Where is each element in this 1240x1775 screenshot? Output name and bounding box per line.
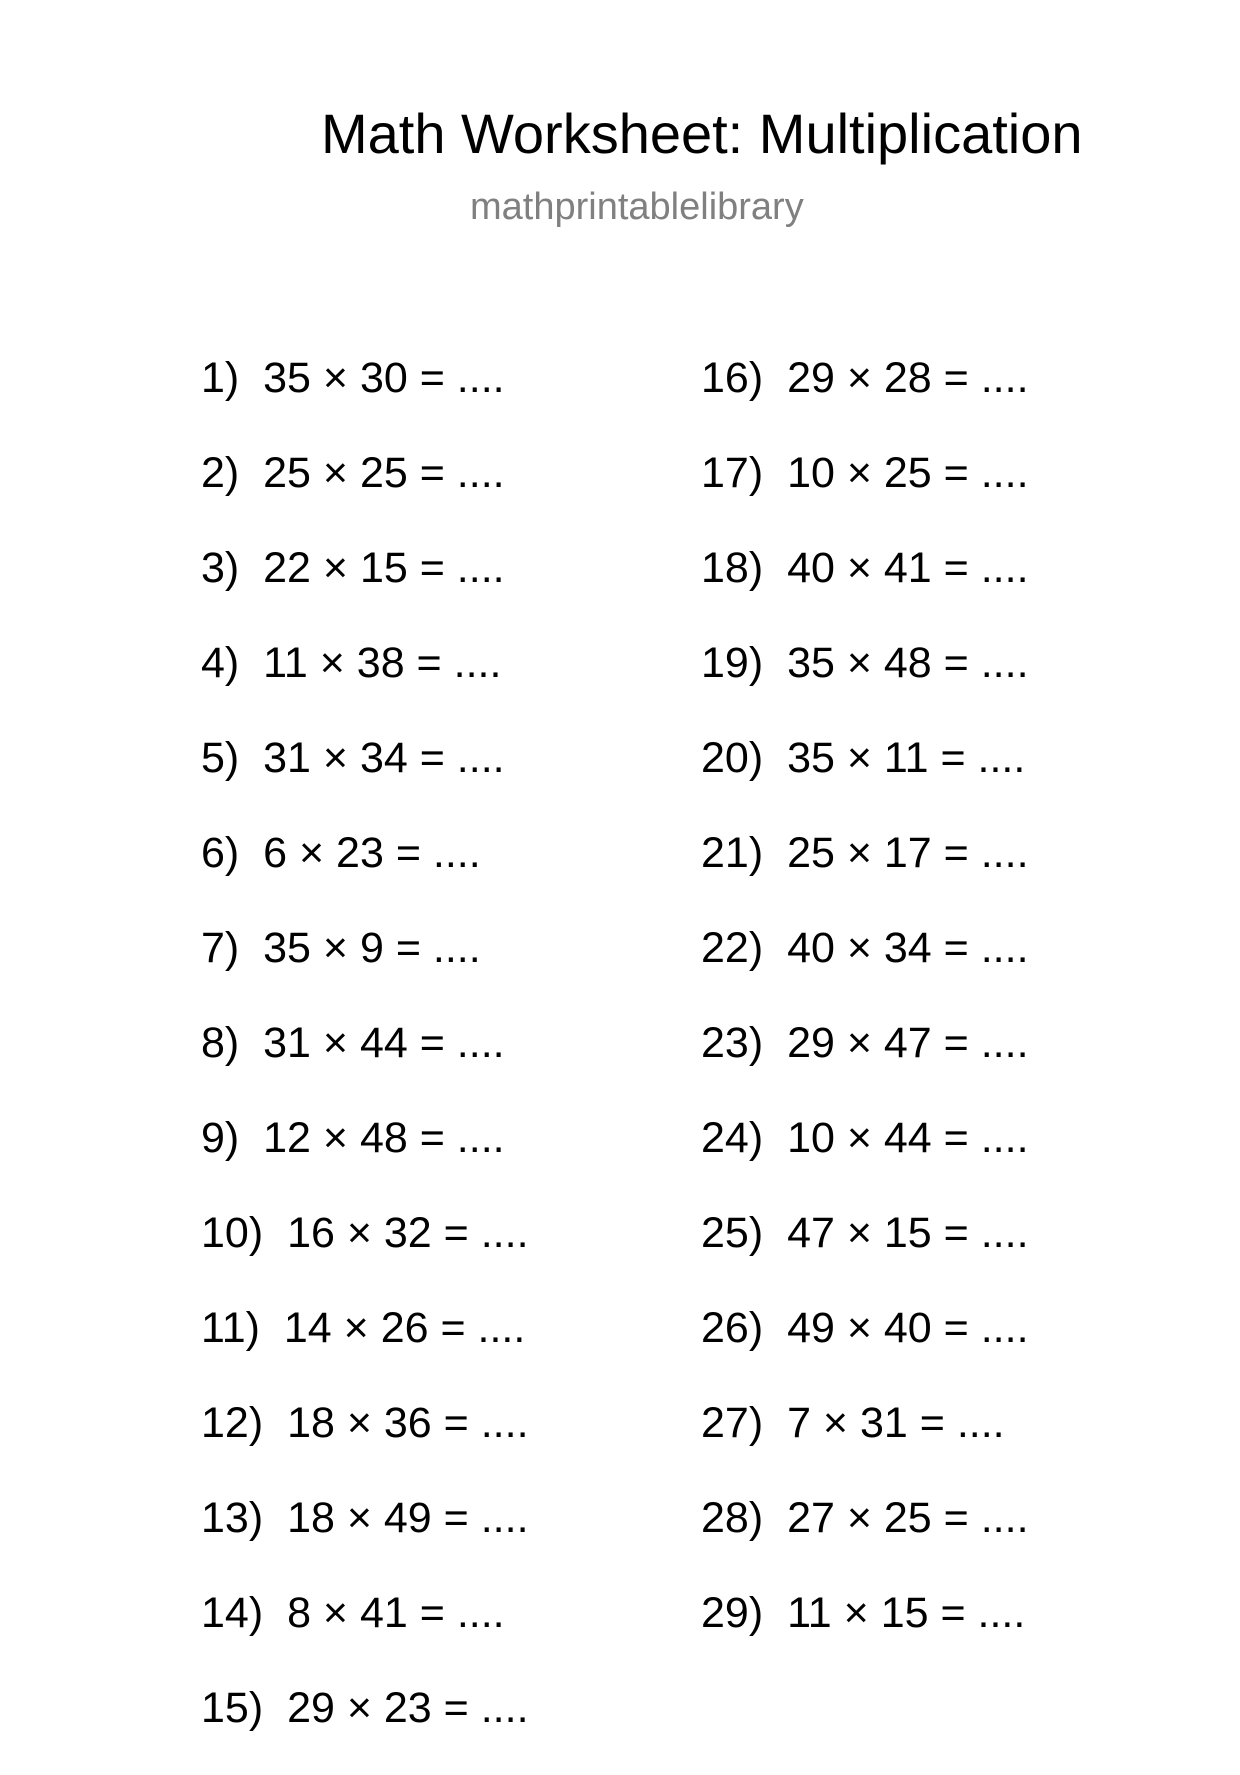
problem-number: 20) [701, 734, 764, 782]
problem-expression: 8 × 41 = .... [287, 1589, 505, 1637]
problem-number: 5) [201, 734, 240, 782]
problem-number: 7) [201, 924, 240, 972]
problem-number: 18) [701, 544, 764, 592]
problem-expression: 47 × 15 = .... [787, 1209, 1029, 1257]
problem-item [201, 540, 529, 635]
problem-number: 4) [201, 639, 240, 687]
problem-expression: 31 × 44 = .... [263, 1019, 505, 1067]
problem-item [701, 540, 1029, 635]
problem-item [201, 825, 529, 920]
problem-number: 9) [201, 1114, 240, 1162]
problem-item [701, 825, 1029, 920]
problem-expression: 35 × 11 = .... [787, 734, 1026, 782]
problem-expression: 6 × 23 = .... [263, 829, 481, 877]
problem-item [701, 445, 1029, 540]
problem-item [201, 1300, 529, 1395]
problems-column-left [201, 350, 529, 1775]
problem-number: 8) [201, 1019, 240, 1067]
problem-number: 21) [701, 829, 764, 877]
problem-number: 17) [701, 449, 764, 497]
problem-item [201, 1205, 529, 1300]
problem-expression: 7 × 31 = .... [787, 1399, 1005, 1447]
problem-item [701, 1205, 1029, 1300]
problem-expression: 10 × 44 = .... [787, 1114, 1029, 1162]
problem-number: 13) [201, 1494, 264, 1542]
problem-item [701, 920, 1029, 1015]
problem-number: 27) [701, 1399, 764, 1447]
problem-number: 22) [701, 924, 764, 972]
problem-expression: 18 × 36 = .... [287, 1399, 529, 1447]
problem-number: 19) [701, 639, 764, 687]
problem-expression: 18 × 49 = .... [287, 1494, 529, 1542]
problem-expression: 49 × 40 = .... [787, 1304, 1029, 1352]
problem-item [201, 1680, 529, 1775]
problem-expression: 35 × 9 = .... [263, 924, 481, 972]
worksheet-title: Math Worksheet: Multiplication [321, 102, 1083, 165]
problem-item [201, 1395, 529, 1490]
problem-number: 2) [201, 449, 240, 497]
problem-item [201, 445, 529, 540]
problem-item [201, 920, 529, 1015]
problem-expression: 40 × 41 = .... [787, 544, 1029, 592]
problem-expression: 35 × 48 = .... [787, 639, 1029, 687]
problem-expression: 22 × 15 = .... [263, 544, 505, 592]
problem-item [701, 1490, 1029, 1585]
problem-item [701, 635, 1029, 730]
problem-number: 29) [701, 1589, 764, 1637]
problem-item [701, 1300, 1029, 1395]
problem-item [701, 1395, 1029, 1490]
problem-number: 15) [201, 1684, 264, 1732]
problem-expression: 12 × 48 = .... [263, 1114, 505, 1162]
problem-expression: 25 × 17 = .... [787, 829, 1029, 877]
problem-expression: 16 × 32 = .... [287, 1209, 529, 1257]
problem-number: 25) [701, 1209, 764, 1257]
problem-expression: 29 × 23 = .... [287, 1684, 529, 1732]
problem-number: 14) [201, 1589, 264, 1637]
worksheet-subtitle: mathprintablelibrary [470, 186, 804, 228]
problem-item [701, 350, 1029, 445]
problem-item [201, 1110, 529, 1205]
problem-expression: 11 × 15 = .... [787, 1589, 1026, 1637]
problem-item [701, 1585, 1029, 1680]
problem-expression: 31 × 34 = .... [263, 734, 505, 782]
problem-expression: 14 × 26 = .... [283, 1304, 526, 1352]
problem-expression: 25 × 25 = .... [263, 449, 505, 497]
problem-number: 11) [201, 1304, 260, 1352]
problem-item [201, 1490, 529, 1585]
problem-number: 3) [201, 544, 240, 592]
problem-number: 10) [201, 1209, 264, 1257]
problem-number: 28) [701, 1494, 764, 1542]
problem-expression: 11 × 38 = .... [263, 639, 502, 687]
problem-expression: 29 × 47 = .... [787, 1019, 1029, 1067]
problem-item [201, 350, 529, 445]
problems-column-right [701, 350, 1029, 1680]
problem-expression: 40 × 34 = .... [787, 924, 1029, 972]
problem-number: 12) [201, 1399, 264, 1447]
problem-item [701, 1015, 1029, 1110]
problem-number: 26) [701, 1304, 764, 1352]
problem-item [201, 730, 529, 825]
problem-number: 24) [701, 1114, 764, 1162]
problem-number: 23) [701, 1019, 764, 1067]
problem-item [201, 1585, 529, 1680]
problem-item [701, 730, 1029, 825]
problem-number: 1) [201, 354, 240, 402]
problem-expression: 10 × 25 = .... [787, 449, 1029, 497]
problem-item [201, 635, 529, 730]
problem-number: 6) [201, 829, 240, 877]
problem-expression: 29 × 28 = .... [787, 354, 1029, 402]
problem-expression: 35 × 30 = .... [263, 354, 505, 402]
problem-expression: 27 × 25 = .... [787, 1494, 1029, 1542]
problem-item [701, 1110, 1029, 1205]
problem-number: 16) [701, 354, 764, 402]
problem-item [201, 1015, 529, 1110]
